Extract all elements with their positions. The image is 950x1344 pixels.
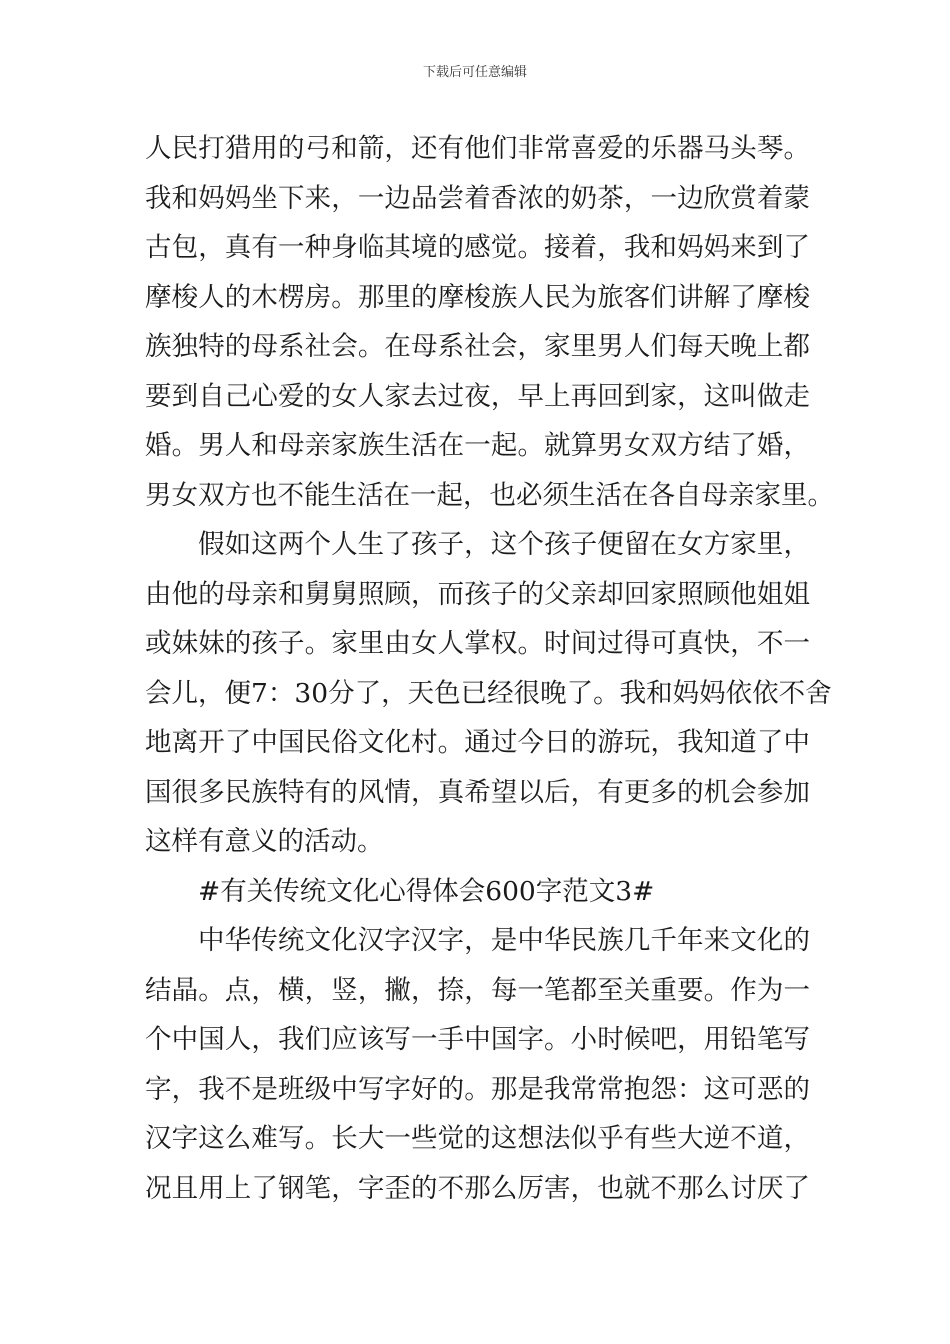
text-line: 由他的母亲和舅舅照顾，而孩子的父亲却回家照顾他姐姐 bbox=[145, 578, 810, 610]
text-line: 男女双方也不能生活在一起，也必须生活在各自母亲家里。 bbox=[145, 479, 834, 511]
text-line: 国很多民族特有的风情，真希望以后，有更多的机会参加 bbox=[145, 776, 810, 808]
page-header: 下载后可任意编辑 bbox=[422, 65, 527, 80]
text-line: 要到自己心爱的女人家去过夜，早上再回到家，这叫做走 bbox=[145, 380, 810, 412]
text-line: 汉字这么难写。长大一些觉的这想法似乎有些大逆不道， bbox=[145, 1123, 810, 1154]
text-line: 假如这两个人生了孩子，这个孩子便留在女方家里， bbox=[198, 529, 810, 560]
text-line: 婚。男人和母亲家族生活在一起。就算男女双方结了婚， bbox=[145, 430, 810, 461]
text-line: 地离开了中国民俗文化村。通过今日的游玩，我知道了中 bbox=[145, 727, 810, 758]
document-body bbox=[145, 124, 834, 1213]
text-line: 字，我不是班级中写字好的。那是我常常抱怨：这可恶的 bbox=[145, 1073, 810, 1105]
text-line: 人民打猎用的弓和箭，还有他们非常喜爱的乐器马头琴。 bbox=[145, 133, 810, 164]
text-line: 族独特的母系社会。在母系社会，家里男人们每天晚上都 bbox=[145, 331, 810, 362]
text-line: 会儿，便7：30分了，天色已经很晚了。我和妈妈依依不舍 bbox=[145, 677, 832, 709]
text-line: 中华传统文化汉字汉字，是中华民族几千年来文化的 bbox=[198, 925, 810, 956]
text-line: 或妹妹的孩子。家里由女人掌权。时间过得可真快，不一 bbox=[145, 628, 810, 659]
text-line: #有关传统文化心得体会600字范文3# bbox=[198, 875, 655, 907]
text-line: 个中国人，我们应该写一手中国字。小时候吧，用铅笔写 bbox=[145, 1024, 810, 1055]
text-line: 古包，真有一种身临其境的感觉。接着，我和妈妈来到了 bbox=[145, 232, 810, 263]
text-line: 况且用上了钢笔，字歪的不那么厉害，也就不那么讨厌了 bbox=[145, 1172, 810, 1204]
text-line: 这样有意义的活动。 bbox=[145, 826, 384, 857]
text-line: 摩梭人的木楞房。那里的摩梭族人民为旅客们讲解了摩梭 bbox=[145, 281, 810, 313]
text-line: 结晶。点，横，竖，撇，捺，每一笔都至关重要。作为一 bbox=[145, 974, 810, 1006]
text-line: 我和妈妈坐下来，一边品尝着香浓的奶茶，一边欣赏着蒙 bbox=[145, 182, 810, 214]
